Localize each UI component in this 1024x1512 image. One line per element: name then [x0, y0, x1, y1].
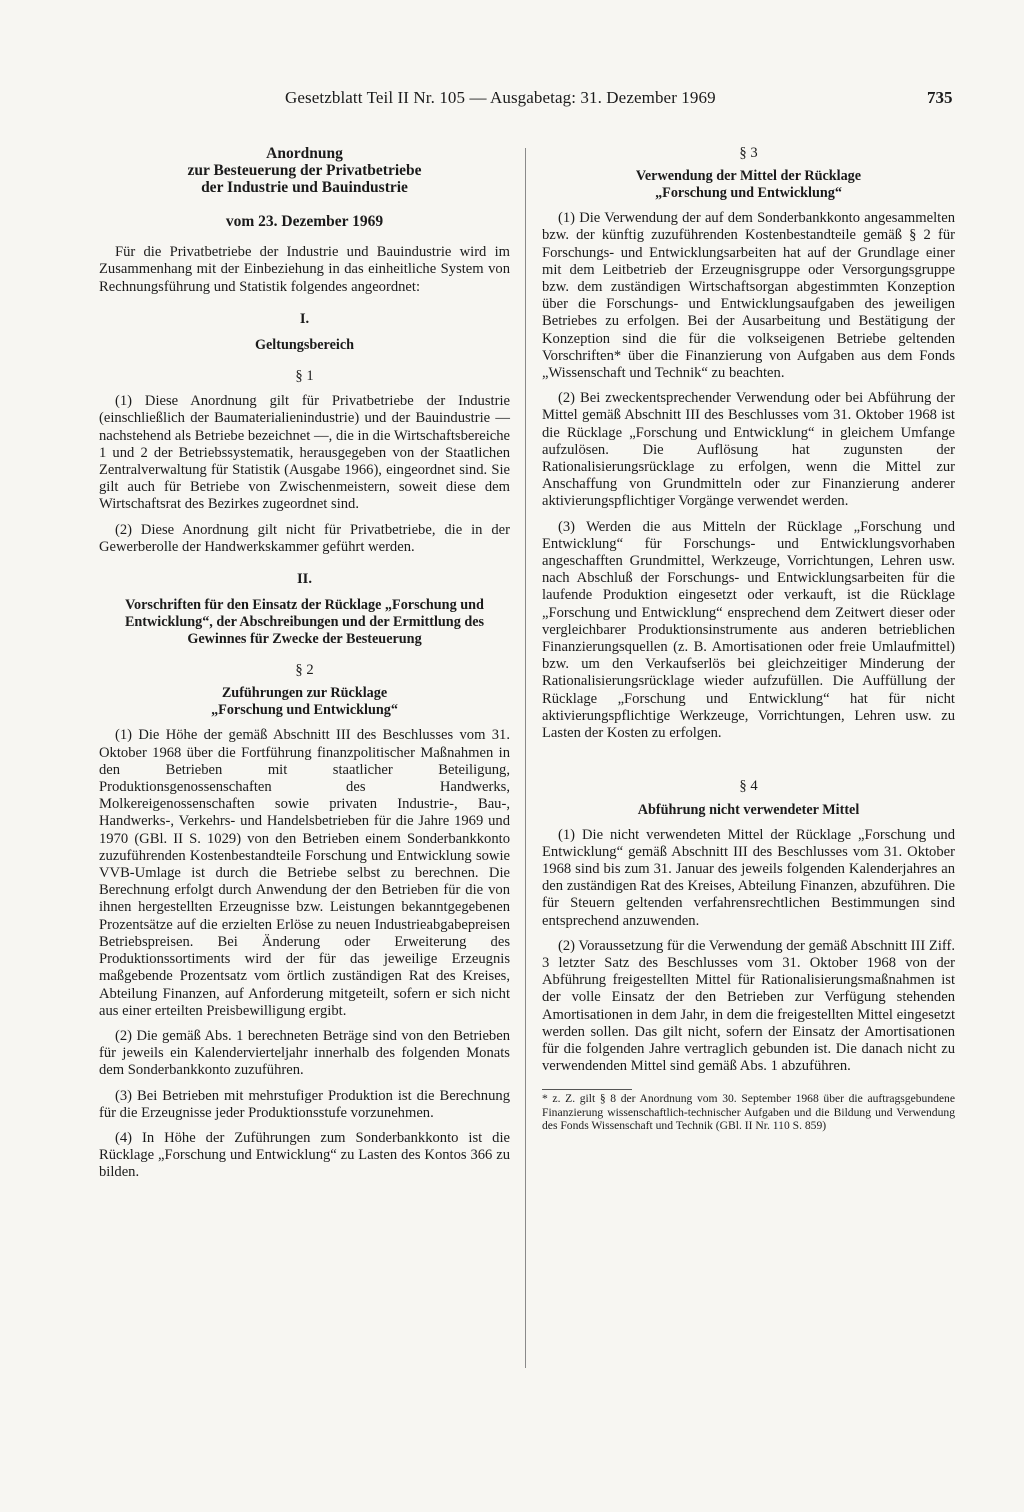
- preamble: Für die Privatbetriebe der Industrie und Bauindustrie wird im Zusammenhang mit der Einbeziehung in das einheitliche System von Rechnungsführung und Statistik folgendes angeordnet:: [99, 244, 510, 295]
- paragraph-3-clause-3: (3) Werden die aus Mitteln der Rücklage „Forschung und Entwicklung“ für Forschungs- und Entwicklungsvorhaben angeschafften Grundmittel, Werkzeuge, Vorrichtungen, Lehren usw. nach Abschluß der Forschungs- und Entwicklungsarbeiten für die laufende Produktion eingesetzt oder verkauft, ist die Rücklage „Forschung und Entwicklung“ ensprechend dem Zeitwert dieser oder vergleichbarer Produktionsinstrumente aus anderen betrieblichen Finanzierungsquellen (z. B. Amortisationen oder freie Umlaufmittel) bzw. um den Verkaufserlös bei gleichzeitiger Minderung der Rationalisierungsrücklage wieder aufzufüllen. Die Auffüllung der Rücklage „Forschung und Entwicklung“ hat für nicht aktivierungspflichtige Werkzeuge, Vorrichtungen, Lehren usw. zu Lasten der Kosten zu erfolgen.: [542, 518, 955, 742]
- decree-title-line-3: der Industrie und Bauindustrie: [201, 179, 408, 196]
- paragraph-3-clause-1: (1) Die Verwendung der auf dem Sonderbankkonto angesammelten bzw. der künftig zuzuführenden Kostenbestandteile gemäß § 2 für Forschungs- und Entwicklungsarbeiten hat auf der Grundlage einer mit dem Leitbetrieb der Erzeugnisgruppe oder Versorgungsgruppe bzw. dem zuständigen Wirtschaftsorgan abgestimmten Konzeption über die Forschungs- und Entwicklungsaufgaben des jeweiligen Betriebes zu erfolgen. Bei der Ausarbeitung und Bestätigung der Konzeption sind die für die volkseigenen Betriebe geltenden Vorschriften* über die Finanzierung von Aufgaben aus dem Fonds „Wissenschaft und Technik“ zu beachten.: [542, 210, 955, 382]
- column-divider: [525, 148, 526, 1368]
- paragraph-2-clause-1: (1) Die Höhe der gemäß Abschnitt III des Beschlusses vom 31. Oktober 1968 über die Fortführung finanzpolitischer Maßnahmen in den Betrieben mit staatlicher Beteiligung, Produktionsgenossenschaften des Handwerks, Molkereigenossenschaften sowie privaten Industrie-, Bau-, Handwerks-, Verkehrs- und Handelsbetrieben für die Jahre 1969 und 1970 (GBl. II S. 1029) von den Betrieben einem Sonderbankkonto zuzuführenden Kostenbestandteile Forschung und Entwicklung sowie VVB-Umlage ist durch die Betriebe selbst zu berechnen. Die Berechnung erfolgt durch Anwendung der den Betrieben für die von ihnen hergestellten Erzeugnisse bzw. Leistungen bekanntgegebenen Prozentsätze auf die erzielten Erlöse zu neuen Industrieabgabepreisen Betriebspreisen. Bei Änderung oder Erweiterung des Produktionssortiments wird der für das jeweilige Erzeugnis maßgebende Prozentsatz vom örtlich zuständigen Rat des Kreises, Abteilung Finanzen, auf Anforderung mitgeteilt, sofern er sich nicht aus einer erteilten Preisbewilligung ergibt.: [99, 727, 510, 1019]
- paragraph-3-clause-2: (2) Bei zweckentsprechender Verwendung oder bei Abführung der Mittel gemäß Abschnitt III des Beschlusses vom 31. Oktober 1968 ist die Rücklage „Forschung und Entwicklung“ in gleichem Umfange aufzulösen. Die Auflösung hat zugunsten der Rationalisierungsrücklage zu erfolgen, wenn die Mittel zur Anschaffung von Grundmitteln oder zur Finanzierung anderer aktivierungspflichtiger Vorgänge verwendet werden.: [542, 390, 955, 510]
- page-header: [0, 88, 1024, 116]
- paragraph-2-title-line-2: „Forschung und Entwicklung“: [211, 702, 398, 719]
- paragraph-3-number: § 3: [739, 145, 758, 161]
- paragraph-2-title: [99, 685, 510, 719]
- paragraph-3-title-line-1: Verwendung der Mittel der Rücklage: [635, 168, 862, 185]
- paragraph-1-clause-1: (1) Diese Anordnung gilt für Privatbetriebe der Industrie (einschließlich der Baumaterialienindustrie) und der Bauindustrie — nachstehend als Betriebe bezeichnet —, die in die Wirtschaftsbereiche 1 und 2 der Betriebssystematik, herausgegeben von der Staatlichen Zentralverwaltung für Statistik (Ausgabe 1966), eingeordnet sind. Sie gilt auch für Betriebe von Zwischenmeistern, soweit diese dem Wirtschaftsrat des Bezirkes zugeordnet sind.: [99, 393, 510, 513]
- paragraph-2-clause-3: (3) Bei Betrieben mit mehrstufiger Produktion ist die Berechnung für die Erzeugnisse jeder Produktionsstufe vorzunehmen.: [99, 1087, 510, 1121]
- paragraph-4-clause-2: (2) Voraussetzung für die Verwendung der gemäß Abschnitt III Ziff. 3 letzter Satz des Beschlusses vom 31. Oktober 1968 von der Abführung freigestellten Mittel für Rationalisierungsmaßnahmen ist der volle Einsatz der den Betrieben zur Verfügung stehenden Amortisationen in dem Jahr, in dem die freigestellten Mittel eingesetzt werden sollen. Das gilt nicht, sofern der Einsatz der Amortisationen für die folgenden Jahre vertraglich gebunden ist. Die danach nicht zu verwendenden Mittel sind gemäß Abs. 1 abzuführen.: [542, 937, 955, 1075]
- paragraph-1-clause-2: (2) Diese Anordnung gilt nicht für Privatbetriebe, die in der Gewerberolle der Handwerkskammer geführt werden.: [99, 521, 510, 555]
- section-2-title: Vorschriften für den Einsatz der Rücklage „Forschung und Entwicklung“, der Abschreibungen und der Ermittlung des Gewinnes für Zwecke der Besteuerung: [124, 597, 485, 648]
- section-1-number: I.: [299, 310, 310, 327]
- footnote-rule: [542, 1089, 632, 1090]
- paragraph-4-clause-1: (1) Die nicht verwendeten Mittel der Rücklage „Forschung und Entwicklung“ gemäß Abschnitt III des Beschlusses vom 31. Oktober 1968 sind bis zum 31. Januar des jeweils folgenden Kalenderjahres an den zuständigen Rat des Kreises, Abteilung Finanzen, abzuführen. Die für Steuern geltenden verfahrensrechtlichen Bestimmungen sind entsprechend anzuwenden.: [542, 826, 955, 929]
- decree-title-line-1: Anordnung: [266, 145, 343, 162]
- header-title: Gesetzblatt Teil II Nr. 105 — Ausgabetag: 31. Dezember 1969: [285, 88, 716, 107]
- paragraph-3-title-line-2: „Forschung und Entwicklung“: [655, 185, 842, 202]
- section-1-title: Geltungsbereich: [254, 337, 355, 354]
- decree-title-line-2: zur Besteuerung der Privatbetriebe: [187, 162, 422, 179]
- decree-title: [99, 145, 510, 196]
- paragraph-3-title: [542, 168, 955, 202]
- paragraph-1-number: § 1: [295, 368, 314, 385]
- right-column: [542, 145, 955, 1133]
- paragraph-2-clause-2: (2) Die gemäß Abs. 1 berechneten Beträge sind von den Betrieben für jeweils ein Kalendervierteljahr innerhalb des folgenden Monats dem Sonderbankkonto zuzuführen.: [99, 1027, 510, 1079]
- paragraph-4-title: Abführung nicht verwendeter Mittel: [637, 801, 860, 818]
- paragraph-2-clause-4: (4) In Höhe der Zuführungen zum Sonderbankkonto ist die Rücklage „Forschung und Entwicklung“ zu Lasten des Kontos 366 zu bilden.: [99, 1129, 510, 1181]
- left-column: [99, 145, 510, 1182]
- paragraph-2-title-line-1: Zuführungen zur Rücklage: [221, 685, 388, 702]
- decree-date: vom 23. Dezember 1969: [225, 213, 384, 230]
- paragraph-2-number: § 2: [295, 662, 314, 679]
- section-2-number: II.: [296, 571, 312, 588]
- paragraph-4-number: § 4: [739, 778, 758, 795]
- footnote: * z. Z. gilt § 8 der Anordnung vom 30. September 1968 über die auftragsgebundene Finanzierung wissenschaftlich-technischer Aufgaben und die Bildung und Verwendung des Fonds Wissenschaft und Technik (GBl. II Nr. 110 S. 859): [542, 1092, 955, 1133]
- page-number: 735: [927, 88, 953, 107]
